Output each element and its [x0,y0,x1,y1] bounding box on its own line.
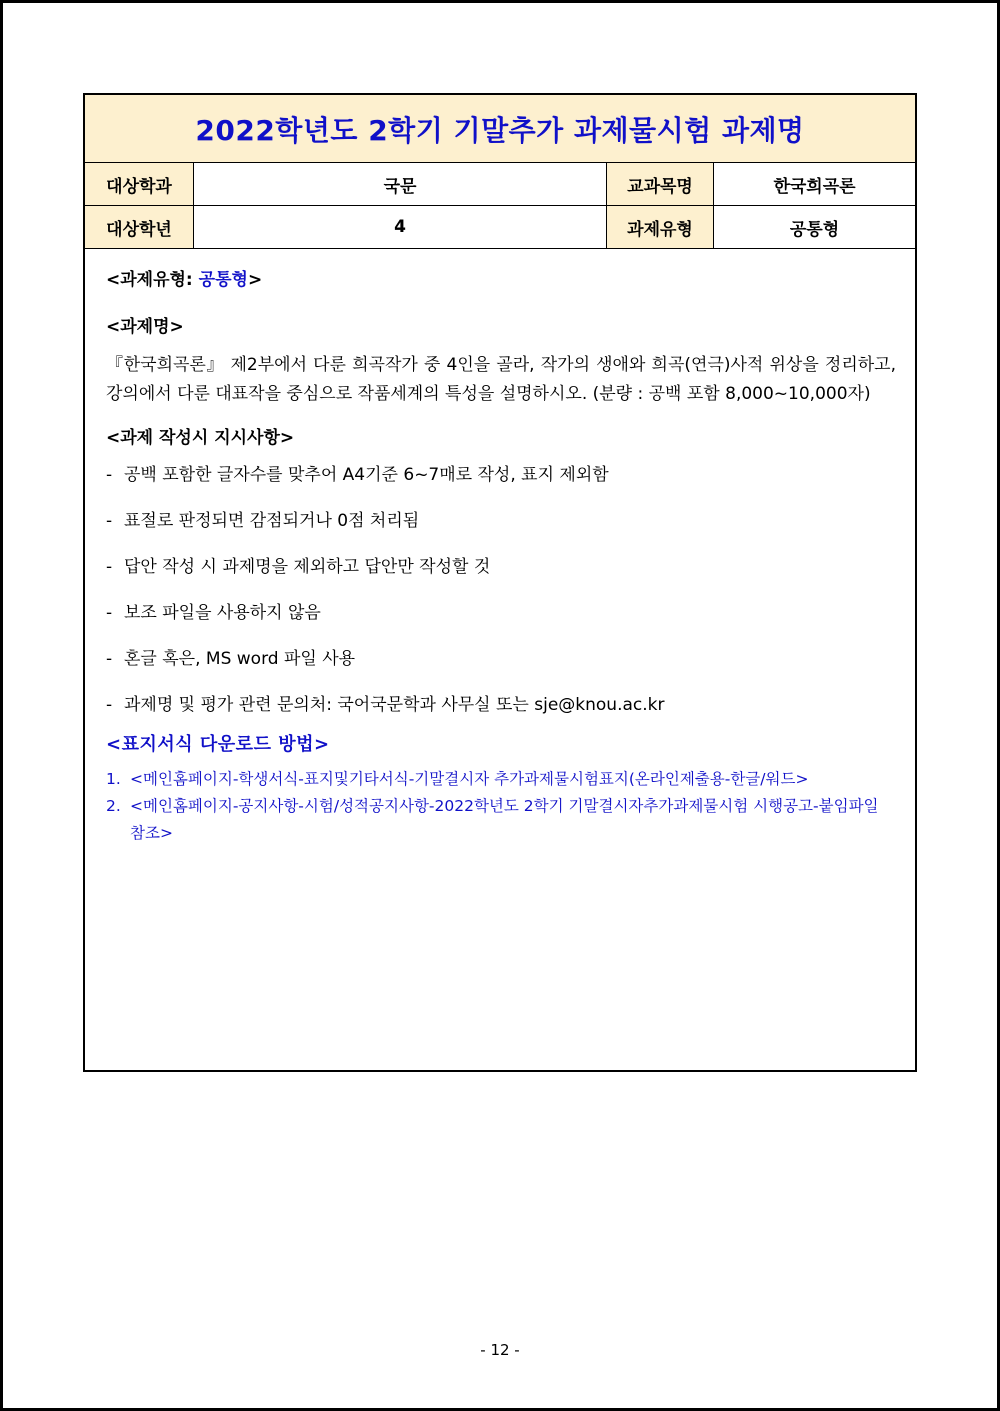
list-item [106,793,896,847]
assignment-sheet [83,93,917,1072]
download-heading: <표지서식 다운로드 방법> [106,734,330,755]
assignment-type-label: 과제유형 [607,206,714,248]
step-text: <메인홈페이지-학생서식-표지및기타서식-기말결시자 추가과제물시험표지(온라인제출용-한글/워드> [130,770,809,788]
list-item [106,602,896,648]
type-heading-value: 공통형 [198,270,248,290]
bullet-dash: - [106,557,113,577]
bullet-dash: - [106,649,113,669]
instruction-text: 과제명 및 평가 관련 문의처: 국어국문학과 사무실 또는 sje@knou.ac.kr [124,695,665,715]
course-label: 교과목명 [607,163,714,205]
department-label: 대상학과 [85,163,194,205]
instructions-list [106,464,896,740]
list-item [106,464,896,510]
page-number: - 12 - [480,1341,520,1359]
type-heading [106,265,896,290]
grade-label: 대상학년 [85,206,194,248]
name-heading: <과제명> [106,317,184,337]
type-heading-prefix: <과제유형: [106,270,199,290]
assignment-body [85,249,915,847]
download-steps [106,766,896,847]
type-heading-suffix: > [247,270,263,290]
instruction-text: 혼글 혹은, MS word 파일 사용 [124,649,356,669]
instructions-heading: <과제 작성시 지시사항> [106,428,295,448]
list-item [106,556,896,602]
instruction-text: 공백 포함한 글자수를 맞추어 A4기준 6~7매로 작성, 표지 제외함 [124,465,609,485]
info-row-grade [85,206,915,249]
bullet-dash: - [106,695,113,715]
instruction-text: 답안 작성 시 과제명을 제외하고 답안만 작성할 것 [124,557,491,577]
step-number: 2. [106,797,121,815]
step-text: <메인홈페이지-공지사항-시험/성적공지사항-2022학년도 2학기 기말결시자추가과제물시험 시행공고-붙임파일 참조> [130,797,879,842]
course-value: 한국희곡론 [714,163,915,205]
assignment-type-value: 공통형 [714,206,915,248]
grade-value: 4 [194,206,607,248]
info-row-department [85,163,915,206]
instruction-text: 보조 파일을 사용하지 않음 [124,603,321,623]
step-number: 1. [106,770,121,788]
bullet-dash: - [106,603,113,623]
list-item [106,648,896,694]
department-value: 국문 [194,163,607,205]
list-item [106,766,896,793]
document-title: 2022학년도 2학기 기말추가 과제물시험 과제명 [195,113,805,147]
assignment-text: 『한국희곡론』 제2부에서 다룬 희곡작가 중 4인을 골라, 작가의 생애와 희곡(연극)사적 위상을 정리하고, 강의에서 다룬 대표작을 중심으로 작품세계의 특성을 설명하시오. (분량 : 공백 포함 8,000~10,000자) [106,355,896,404]
title-row [85,95,915,163]
list-item [106,510,896,556]
instruction-text: 표절로 판정되면 감점되거나 0점 처리됨 [124,511,420,531]
bullet-dash: - [106,511,113,531]
bullet-dash: - [106,465,113,485]
